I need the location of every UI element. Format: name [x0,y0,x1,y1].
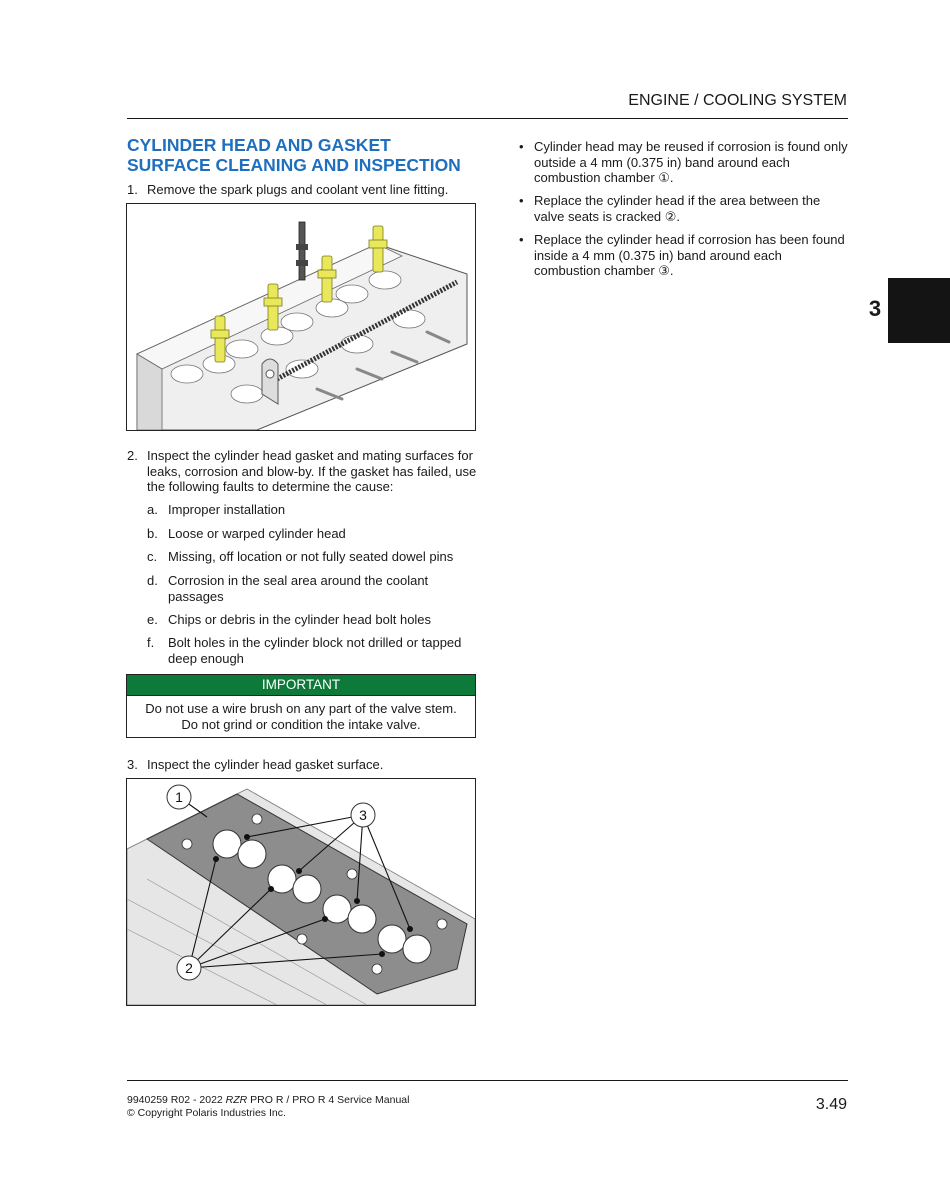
chapter-tab [888,278,950,343]
step-text: Remove the spark plugs and coolant vent line fitting. [147,182,449,197]
important-line-1: Do not use a wire brush on any part of the valve stem. [145,701,457,716]
fault-letter: f. [147,635,155,650]
fault-letter: a. [147,502,158,517]
callout-2 [177,956,201,980]
callout-2-label: 2 [185,960,193,976]
document-id: 9940259 R02 - 2022 RZR PRO R / PRO R 4 Service Manual [127,1094,410,1106]
cylinder-head-illustration [127,204,475,430]
footer-info [127,1094,409,1119]
bullet-dot: • [519,232,524,247]
fault-item [147,573,477,604]
chapter-tab-number: 3 [868,296,882,321]
header-divider [127,118,848,119]
bullet-dot: • [519,193,524,208]
fault-text: Corrosion in the seal area around the coolant passages [168,573,429,604]
important-heading: IMPORTANT [127,675,475,696]
fault-letter: d. [147,573,158,588]
step-number: 3. [127,757,138,772]
fault-text: Missing, off location or not fully seated dowel pins [168,549,454,564]
step-2 [127,448,477,495]
bullet-item [519,139,849,186]
step-number: 2. [127,448,138,463]
callout-1 [167,785,191,809]
gasket-surface-figure [126,778,476,1006]
fault-letter: e. [147,612,158,627]
callout-3 [351,803,375,827]
fault-item [147,612,477,628]
step-number: 1. [127,182,138,197]
fault-letter: c. [147,549,158,564]
step-text: Inspect the cylinder head gasket and mating surfaces for leaks, corrosion and blow-by. If the gasket has failed, use the following faults to determine the cause: [147,448,477,494]
fault-item [147,502,477,518]
bullet-text: Replace the cylinder head if the area between the valve seats is cracked ②. [534,193,821,224]
bullet-text: Cylinder head may be reused if corrosion is found only outside a 4 mm (0.375 in) band around each combustion chamber ①. [534,139,848,185]
cylinder-head-spark-plug-figure [126,203,476,431]
fault-text: Loose or warped cylinder head [168,526,346,541]
running-header: ENGINE / COOLING SYSTEM [628,92,847,109]
footer-divider [127,1080,848,1081]
callout-3-label: 3 [359,807,367,823]
fault-item [147,549,477,565]
important-line-2: Do not grind or condition the intake valve. [181,716,421,732]
copyright: © Copyright Polaris Industries Inc. [127,1106,286,1119]
callout-1-label: 1 [175,789,183,805]
important-body [127,696,475,737]
fault-item [147,635,477,666]
gasket-illustration [127,779,475,1005]
bullet-item [519,232,849,279]
bullet-text: Replace the cylinder head if corrosion has been found inside a 4 mm (0.375 in) band around each combustion chamber ③. [534,232,845,278]
fault-item [147,526,477,542]
fault-text: Chips or debris in the cylinder head bolt holes [168,612,432,627]
step-text: Inspect the cylinder head gasket surface. [147,757,384,772]
fault-text: Bolt holes in the cylinder block not drilled or tapped deep enough [168,635,462,666]
bullet-item [519,193,849,224]
fault-letter: b. [147,526,158,541]
section-title-line-2: SURFACE CLEANING AND INSPECTION [127,155,461,175]
fault-text: Improper installation [168,502,286,517]
section-title-line-1: CYLINDER HEAD AND GASKET [127,135,391,155]
step-3 [127,757,477,773]
bullet-dot: • [519,139,524,154]
page-number: 3.49 [815,1096,847,1113]
step-1 [127,182,477,198]
important-notice [126,674,476,738]
section-title [127,135,487,175]
